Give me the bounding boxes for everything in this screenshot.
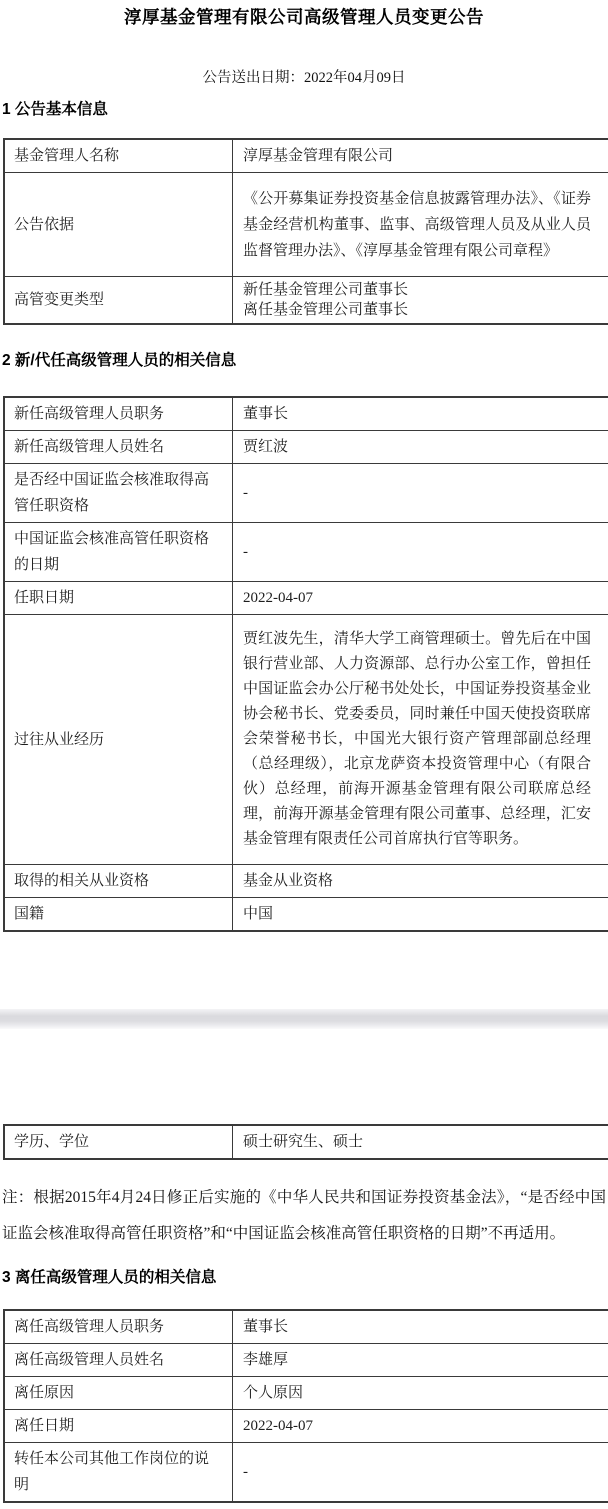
row-value: 个人原因 <box>233 1377 608 1410</box>
row-value: - <box>233 464 608 523</box>
row-value <box>233 277 608 325</box>
section-2-heading: 2 新/代任高级管理人员的相关信息 <box>0 348 608 370</box>
table-row <box>4 1410 608 1443</box>
table-row <box>4 173 608 277</box>
row-value: - <box>233 523 608 582</box>
table-row <box>4 277 608 325</box>
row-value: 贾红波 <box>233 431 608 464</box>
row-label: 学历、学位 <box>4 1125 233 1159</box>
row-label: 公告依据 <box>4 173 233 277</box>
table-row <box>4 397 608 431</box>
row-label: 新任高级管理人员职务 <box>4 397 233 431</box>
publish-date-line <box>0 66 608 87</box>
row-label: 是否经中国证监会核准取得高管任职资格 <box>4 464 233 523</box>
row-value: 2022-04-07 <box>233 582 608 615</box>
row-value: 硕士研究生、硕士 <box>233 1125 608 1159</box>
page-separator <box>0 1009 608 1029</box>
row-value: 2022-04-07 <box>233 1410 608 1443</box>
publish-date-value: 2022年04月09日 <box>304 70 406 86</box>
row-value: 《公开募集证券投资基金信息披露管理办法》、《证券基金经营机构董事、监事、高级管理人员及从业人员监督管理办法》、《淳厚基金管理有限公司章程》 <box>233 173 608 277</box>
table-row <box>4 1443 608 1503</box>
row-label: 离任日期 <box>4 1410 233 1443</box>
table-row <box>4 865 608 898</box>
row-value: 基金从业资格 <box>233 865 608 898</box>
table-row <box>4 1344 608 1377</box>
section-3-heading: 3 离任高级管理人员的相关信息 <box>0 1265 608 1287</box>
row-value: 中国 <box>233 898 608 932</box>
document-title: 淳厚基金管理有限公司高级管理人员变更公告 <box>0 0 608 29</box>
row-value-line: 离任基金管理公司董事长 <box>243 300 591 320</box>
education-table <box>3 1124 608 1160</box>
basic-info-table <box>3 138 608 325</box>
row-label: 取得的相关从业资格 <box>4 865 233 898</box>
table-row <box>4 431 608 464</box>
row-value: 李雄厚 <box>233 1344 608 1377</box>
table-row <box>4 1310 608 1344</box>
table-row <box>4 582 608 615</box>
row-value: - <box>233 1443 608 1503</box>
row-label: 任职日期 <box>4 582 233 615</box>
new-manager-table <box>3 396 608 932</box>
table-row <box>4 1125 608 1159</box>
table-row <box>4 464 608 523</box>
row-label: 新任高级管理人员姓名 <box>4 431 233 464</box>
section-1-heading: 1 公告基本信息 <box>0 97 608 119</box>
row-value: 贾红波先生，清华大学工商管理硕士。曾先后在中国银行营业部、人力资源部、总行办公室工作，曾担任中国证监会办公厅秘书处处长，中国证券投资基金业协会秘书长、党委委员，同时兼任中国天使投资联席会荣誉秘书长，中国光大银行资产管理部副总经理（总经理级），北京龙萨资本投资管理中心（有限合伙）总经理，前海开源基金管理有限公司联席总经理，前海开源基金管理有限公司董事、总经理，汇安基金管理有限责任公司首席执行官等职务。 <box>233 615 608 865</box>
row-label: 离任高级管理人员姓名 <box>4 1344 233 1377</box>
note-text: 注：根据2015年4月24日修正后实施的《中华人民共和国证券投资基金法》，“是否经中国证监会核准取得高管任职资格”和“中国证监会核准高管任职资格的日期”不再适用。 <box>0 1180 608 1252</box>
row-value: 董事长 <box>233 1310 608 1344</box>
publish-date-label: 公告送出日期： <box>203 70 305 86</box>
table-row <box>4 898 608 932</box>
table-row <box>4 523 608 582</box>
row-label: 高管变更类型 <box>4 277 233 325</box>
table-row <box>4 139 608 173</box>
row-label: 离任高级管理人员职务 <box>4 1310 233 1344</box>
row-label: 离任原因 <box>4 1377 233 1410</box>
row-value-line: 新任基金管理公司董事长 <box>243 280 591 300</box>
row-label: 基金管理人名称 <box>4 139 233 173</box>
departing-manager-table <box>3 1309 608 1503</box>
row-label: 过往从业经历 <box>4 615 233 865</box>
table-row <box>4 615 608 865</box>
row-value: 淳厚基金管理有限公司 <box>233 139 608 173</box>
row-label: 中国证监会核准高管任职资格的日期 <box>4 523 233 582</box>
row-label: 国籍 <box>4 898 233 932</box>
row-value: 董事长 <box>233 397 608 431</box>
table-row <box>4 1377 608 1410</box>
row-label: 转任本公司其他工作岗位的说明 <box>4 1443 233 1503</box>
